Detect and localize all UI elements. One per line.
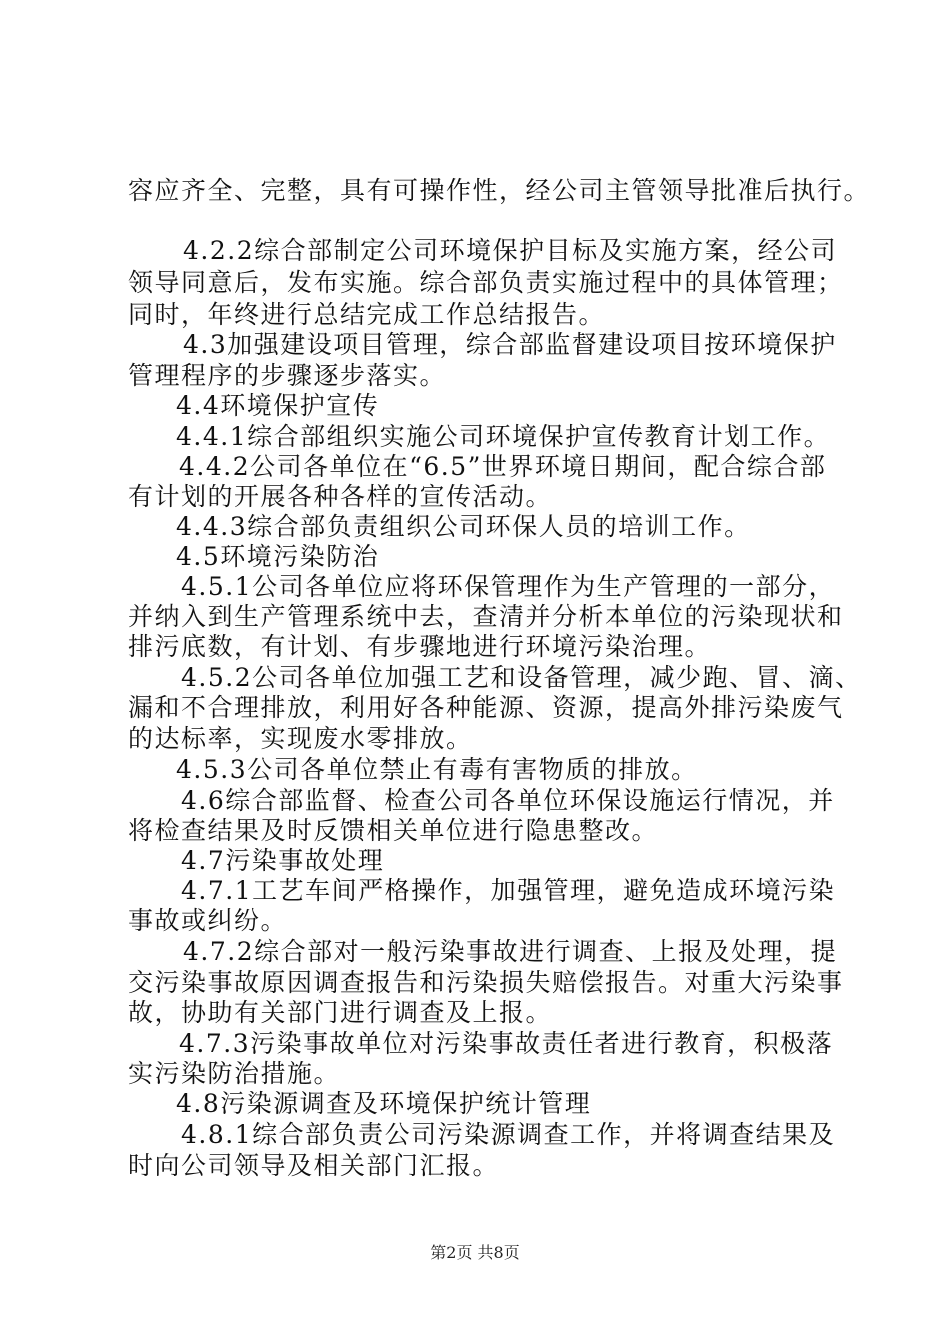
text-line: 4.5.2公司各单位加强工艺和设备管理，减少跑、冒、滴、 [181,663,862,692]
text-line: 的达标率，实现废水零排放。 [128,724,473,753]
text-line: 有计划的开展各种各样的宣传活动。 [128,482,553,511]
text-line: 4.5.1公司各单位应将环保管理作为生产管理的一部分， [181,572,836,601]
text-line: 4.5环境污染防治 [176,542,380,571]
text-line: 4.8.1综合部负责公司污染源调查工作，并将调查结果及 [181,1120,836,1149]
text-line: 实污染防治措施。 [128,1059,341,1088]
text-line: 将检查结果及时反馈相关单位进行隐患整改。 [128,816,659,845]
text-line: 同时，年终进行总结完成工作总结报告。 [128,300,606,329]
text-line: 4.7.3污染事故单位对污染事故责任者进行教育，积极落 [179,1029,834,1058]
text-line: 4.4环境保护宣传 [176,391,380,420]
text-line: 时向公司领导及相关部门汇报。 [128,1151,500,1180]
text-line: 管理程序的步骤逐步落实。 [128,361,447,390]
text-line: 漏和不合理排放，利用好各种能源、资源，提高外排污染废气 [128,693,844,722]
text-line: 4.5.3公司各单位禁止有毒有害物质的排放。 [176,755,698,784]
text-line: 领导同意后，发布实施。综合部负责实施过程中的具体管理； [128,268,844,297]
text-line: 4.4.1综合部组织实施公司环境保护宣传教育计划工作。 [176,422,831,451]
text-line: 容应齐全、完整，具有可操作性，经公司主管领导批准后执行。 [128,176,871,205]
text-line: 4.4.2公司各单位在“6.5”世界环境日期间，配合综合部 [179,452,827,481]
text-line: 故，协助有关部门进行调查及上报。 [128,998,553,1027]
text-line: 4.8污染源调查及环境保护统计管理 [176,1089,592,1118]
page-number-footer: 第2页 共8页 [430,1243,520,1262]
text-line: 4.7.1工艺车间严格操作，加强管理，避免造成环境污染 [181,876,836,905]
text-line: 排污底数，有计划、有步骤地进行环境污染治理。 [128,632,712,661]
text-line: 事故或纠纷。 [128,906,288,935]
text-line: 4.6综合部监督、检查公司各单位环保设施运行情况，并 [181,786,835,815]
text-line: 4.4.3综合部负责组织公司环保人员的培训工作。 [176,512,751,541]
text-line: 4.3加强建设项目管理，综合部监督建设项目按环境保护 [183,330,837,359]
text-line: 4.7污染事故处理 [181,846,385,875]
text-line: 4.7.2综合部对一般污染事故进行调查、上报及处理，提 [183,937,838,966]
text-line: 交污染事故原因调查报告和污染损失赔偿报告。对重大污染事 [128,968,844,997]
text-line: 4.2.2综合部制定公司环境保护目标及实施方案，经公司 [183,236,838,265]
text-line: 并纳入到生产管理系统中去，查清并分析本单位的污染现状和 [128,602,844,631]
